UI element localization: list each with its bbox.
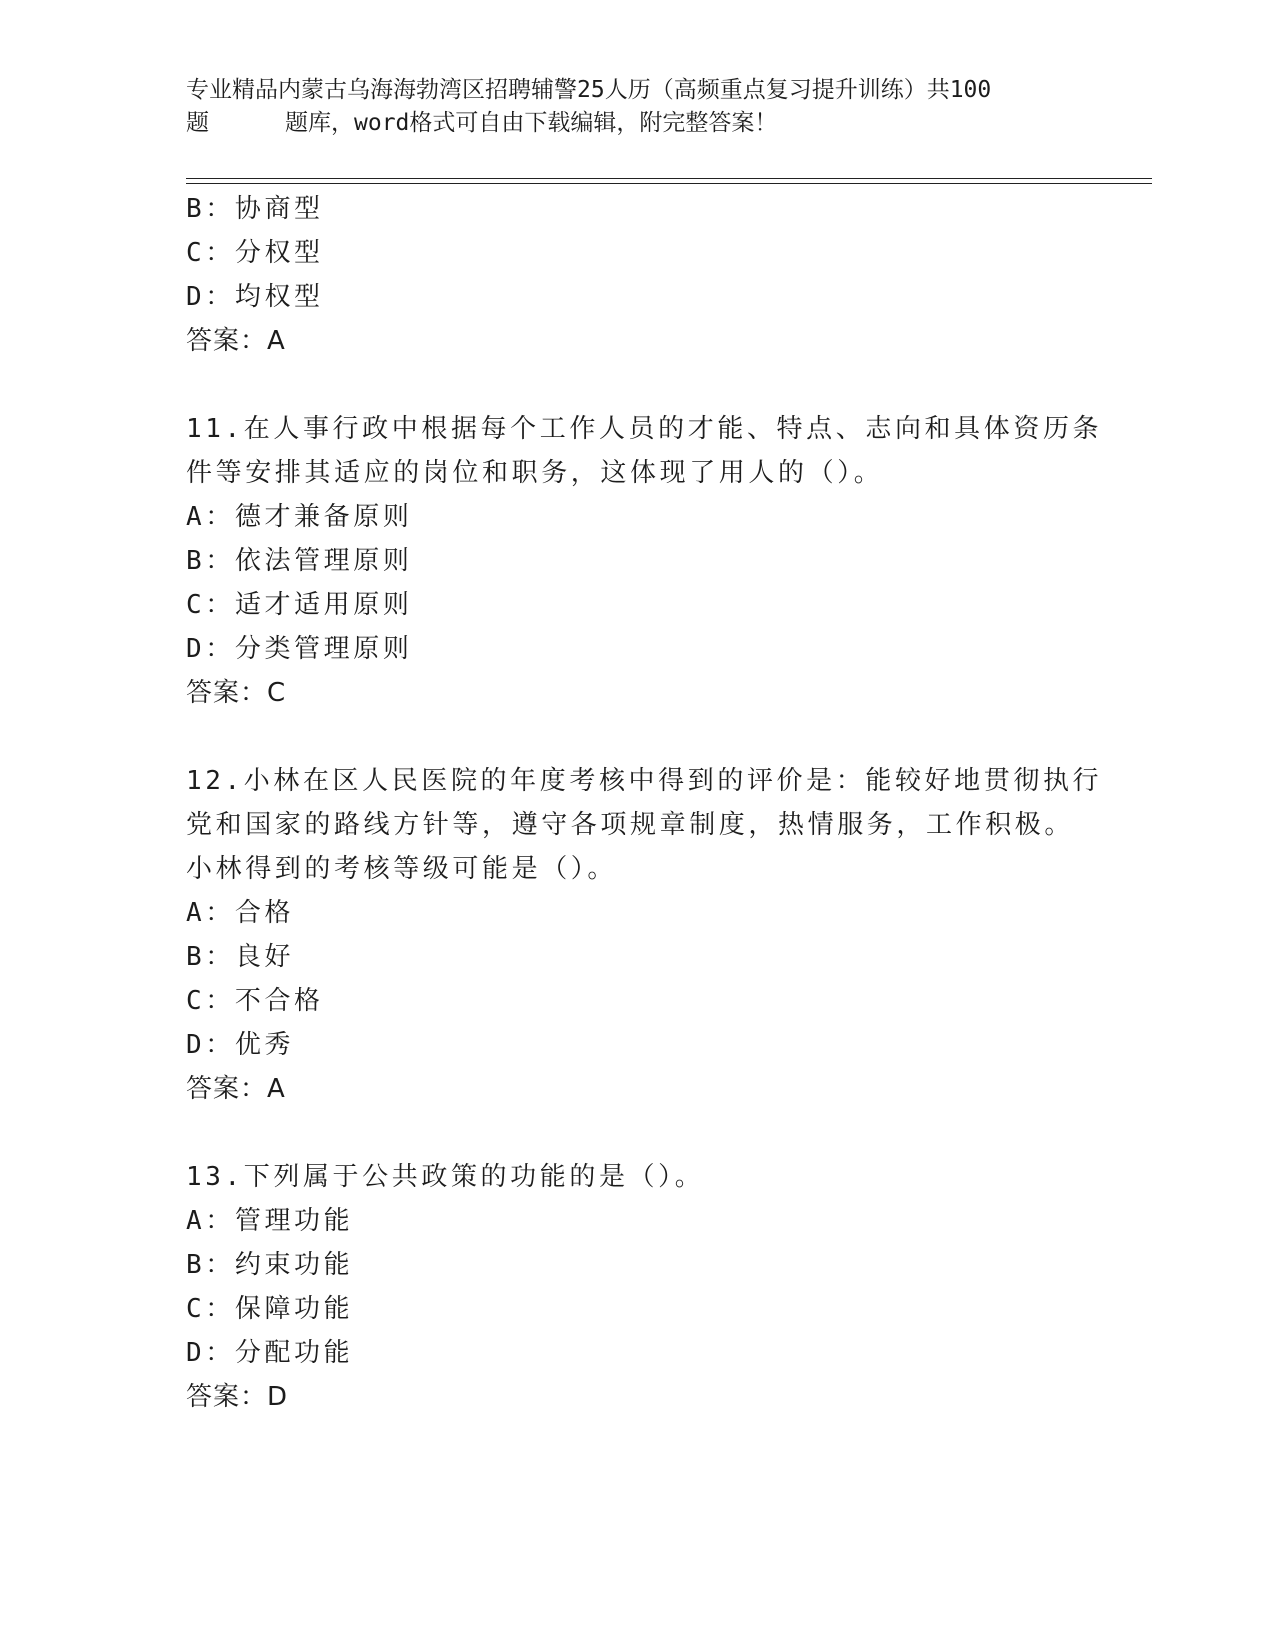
header-title-fragment: 题	[186, 110, 209, 136]
question-stem-line: 13.下列属于公共政策的功能的是（）。	[186, 1162, 705, 1192]
option-b: B：约束功能	[186, 1250, 354, 1280]
option-b: B：协商型	[186, 194, 324, 224]
option-c: C：保障功能	[186, 1294, 354, 1324]
option-a: A：管理功能	[186, 1206, 354, 1236]
question-stem-line: 党和国家的路线方针等，遵守各项规章制度，热情服务，工作积极。	[186, 810, 1075, 840]
answer-line: 答案：D	[186, 1382, 289, 1412]
header-title-line1: 专业精品内蒙古乌海海勃湾区招聘辅警25人历（高频重点复习提升训练）共100	[186, 77, 992, 103]
option-b: B：依法管理原则	[186, 546, 413, 576]
answer-line: 答案：C	[186, 678, 287, 708]
option-d: D：分配功能	[186, 1338, 354, 1368]
answer-line: 答案：A	[186, 326, 286, 356]
header-title-line2	[186, 107, 1066, 140]
option-d: D：均权型	[186, 282, 324, 312]
answer-line: 答案：A	[186, 1074, 286, 1104]
header-divider-bottom	[186, 183, 1152, 184]
option-b: B：良好	[186, 942, 295, 972]
option-c: C：分权型	[186, 238, 324, 268]
header-title-continuation: 题库，word格式可自由下载编辑，附完整答案！	[285, 110, 778, 136]
header-divider-top	[186, 178, 1152, 179]
document-header	[186, 74, 1066, 140]
option-c: C：不合格	[186, 986, 324, 1016]
question-stem-line: 11.在人事行政中根据每个工作人员的才能、特点、志向和具体资历条	[186, 414, 1103, 444]
option-a: A：德才兼备原则	[186, 502, 413, 532]
question-stem-line: 件等安排其适应的岗位和职务，这体现了用人的（）。	[186, 458, 884, 488]
option-a: A：合格	[186, 898, 295, 928]
option-d: D：分类管理原则	[186, 634, 413, 664]
question-stem-line: 小林得到的考核等级可能是（）。	[186, 854, 618, 884]
question-stem-line: 12.小林在区人民医院的年度考核中得到的评价是：能较好地贯彻执行	[186, 766, 1103, 796]
option-c: C：适才适用原则	[186, 590, 413, 620]
option-d: D：优秀	[186, 1030, 295, 1060]
